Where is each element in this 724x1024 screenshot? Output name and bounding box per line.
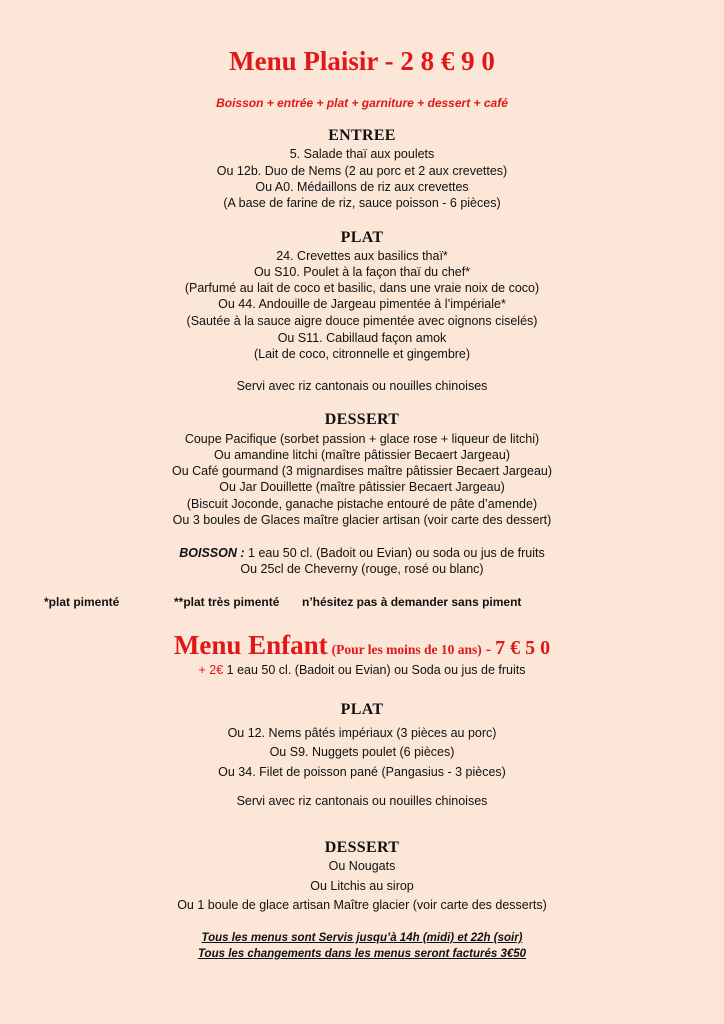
note-pimente: *plat pimenté — [44, 595, 120, 609]
entree-line: Ou A0. Médaillons de riz aux crevettes — [255, 180, 469, 194]
boisson-label: BOISSON : — [179, 546, 245, 560]
plat-line: (Parfumé au lait de coco et basilic, dans une vraie noix de coco) — [184, 281, 540, 295]
enfant-dessert-line: Ou Litchis au sirop — [310, 879, 414, 893]
plat-garnish: Servi avec riz cantonais ou nouilles chinoises — [236, 379, 488, 393]
footer-service-hours: Tous les menus sont Servis jusqu’à 14h (midi) et 22h (soir) — [201, 932, 523, 944]
entree-line: Ou 12b. Duo de Nems (2 au porc et 2 aux crevettes) — [216, 164, 508, 178]
menu-enfant-extra-price: + 2€ — [198, 663, 224, 677]
note-sans-piment: n’hésitez pas à demander sans piment — [302, 595, 522, 609]
enfant-dessert-line: Ou Nougats — [328, 859, 396, 873]
dessert-heading: DESSERT — [324, 411, 400, 428]
plat-line: Ou 44. Andouille de Jargeau pimentée à l’impériale* — [218, 297, 506, 311]
menu-enfant-title: Menu Enfant — [173, 630, 328, 660]
menu-enfant-age: (Pour les moins de 10 ans) — [331, 642, 482, 657]
plat-line: 24. Crevettes aux basilics thaï* — [276, 249, 448, 263]
note-tres-pimente: **plat très pimenté — [174, 595, 280, 609]
plat-heading: PLAT — [340, 229, 384, 246]
menu-enfant-title-row — [0, 630, 724, 661]
plat-line: (Sautée à la sauce aigre douce pimentée avec oignons ciselés) — [186, 314, 538, 328]
dessert-line: Ou amandine litchi (maître pâtissier Becaert Jargeau) — [214, 448, 510, 462]
dessert-line: Coupe Pacifique (sorbet passion + glace rose + liqueur de litchi) — [184, 432, 540, 446]
plat-line: Ou S10. Poulet à la façon thaï du chef* — [253, 265, 471, 279]
entree-line: 5. Salade thaï aux poulets — [289, 147, 435, 161]
enfant-plat-heading: PLAT — [340, 701, 384, 718]
enfant-dessert-line: Ou 1 boule de glace artisan Maître glacier (voir carte des desserts) — [177, 898, 547, 912]
menu-enfant-extra — [0, 662, 724, 678]
menu-plaisir-price: - 2 8 € 9 0 — [384, 46, 495, 76]
boisson-text: 1 eau 50 cl. (Badoit ou Evian) ou soda ou jus de fruits — [244, 546, 545, 560]
menu-enfant-extra-text: 1 eau 50 cl. (Badoit ou Evian) ou Soda ou jus de fruits — [223, 663, 526, 677]
entree-heading: ENTREE — [328, 127, 396, 144]
dessert-line: Ou Jar Douillette (maître pâtissier Becaert Jargeau) — [219, 480, 505, 494]
enfant-plat-garnish: Servi avec riz cantonais ou nouilles chinoises — [236, 794, 488, 808]
boisson-line-2: Ou 25cl de Cheverny (rouge, rosé ou blanc) — [240, 562, 484, 576]
enfant-plat-line: Ou S9. Nuggets poulet (6 pièces) — [269, 745, 455, 759]
plat-line: Ou S11. Cabillaud façon amok — [277, 331, 447, 345]
menu-enfant-dash: - — [485, 641, 492, 658]
entree-line: (A base de farine de riz, sauce poisson - 6 pièces) — [223, 196, 501, 210]
menu-plaisir-subtitle: Boisson + entrée + plat + garniture + dessert + café — [216, 96, 508, 110]
enfant-plat-line: Ou 12. Nems pâtés impériaux (3 pièces au porc) — [227, 726, 497, 740]
plat-line: (Lait de coco, citronnelle et gingembre) — [253, 347, 471, 361]
menu-enfant-price: 7 € 5 0 — [495, 637, 551, 659]
enfant-plat-line: Ou 34. Filet de poisson pané (Pangasius - 3 pièces) — [218, 765, 506, 779]
dessert-line: Ou 3 boules de Glaces maître glacier artisan (voir carte des dessert) — [172, 513, 552, 527]
dessert-line: (Biscuit Joconde, ganache pistache entouré de pâte d’amende) — [186, 497, 538, 511]
boisson-line — [0, 545, 724, 561]
dessert-line: Ou Café gourmand (3 mignardises maître pâtissier Becaert Jargeau) — [171, 464, 553, 478]
menu-plaisir-title-row — [0, 46, 724, 77]
enfant-dessert-heading: DESSERT — [324, 839, 400, 856]
menu-plaisir-title: Menu Plaisir — [229, 46, 378, 76]
footer-change-fee: Tous les changements dans les menus seront facturés 3€50 — [197, 948, 527, 960]
